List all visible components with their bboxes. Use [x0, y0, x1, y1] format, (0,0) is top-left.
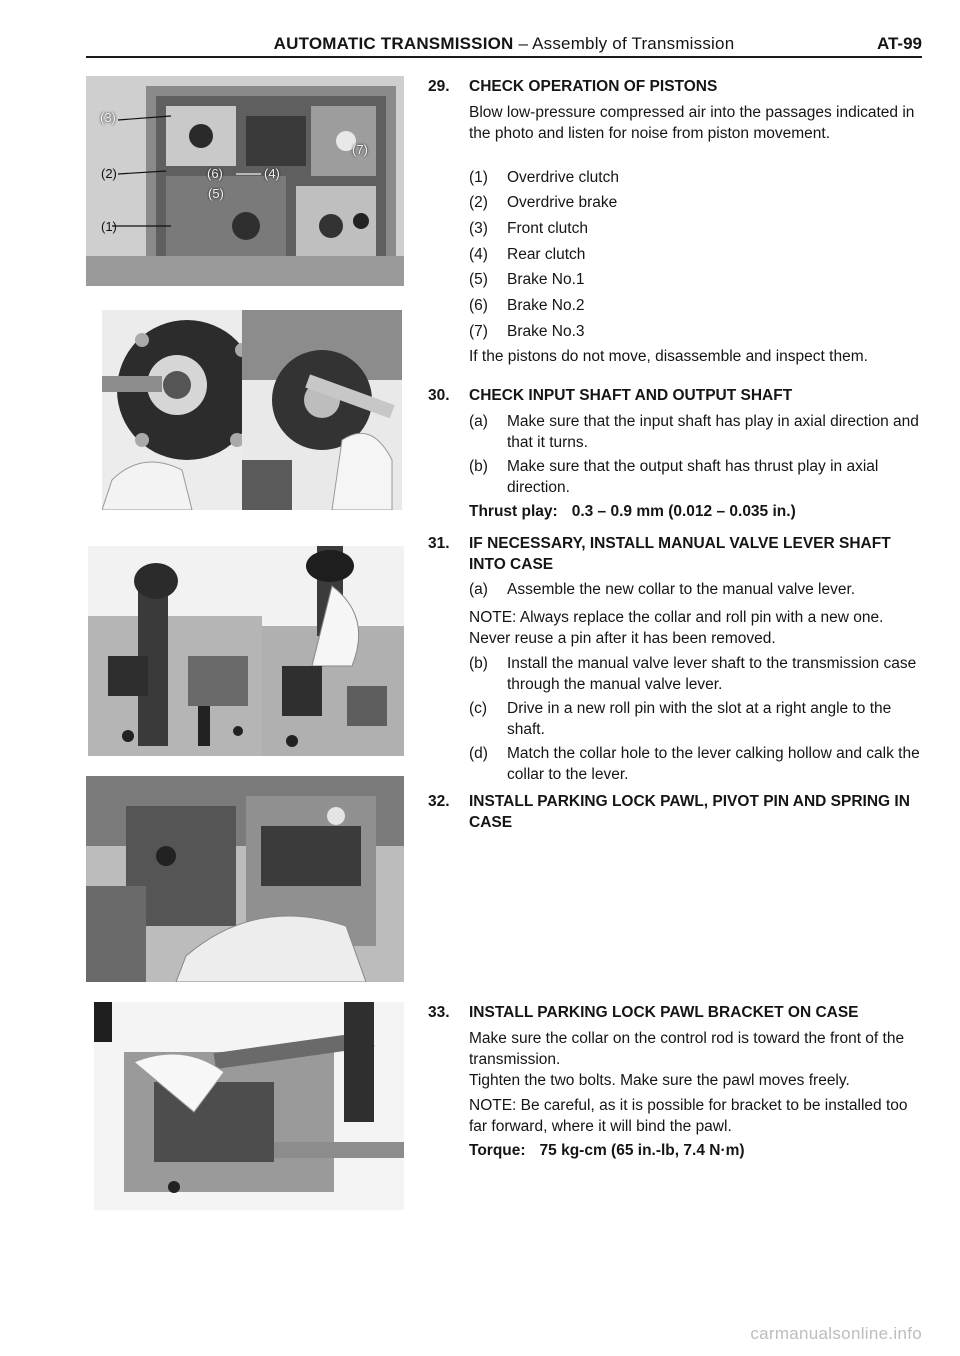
callout-1: (1) — [101, 219, 117, 234]
step-29-intro: Blow low-pressure compressed air into the passages indicated in the photo and listen for noise from piston movement. — [469, 104, 915, 142]
step-33-torque-spec: Torque: 75 kg-cm (65 in.-lb, 7.4 N·m) — [469, 1142, 745, 1159]
callout-2: (2) — [101, 166, 117, 181]
callout-6: (6) — [207, 166, 223, 181]
page-number: AT-99 — [876, 34, 922, 53]
step-30-thrust-play-spec: Thrust play: 0.3 – 0.9 mm (0.012 – 0.035 in.) — [469, 503, 796, 520]
photo-manual-valve-lever-left — [88, 546, 270, 756]
callout-4: (4) — [264, 166, 280, 181]
step-31-note: NOTE: Always replace the collar and roll pin with a new one. Never reuse a pin after it has been removed. — [469, 609, 884, 647]
callout-5: (5) — [208, 186, 224, 201]
photo-manual-valve-lever-right — [262, 546, 404, 756]
step-33-note: NOTE: Be careful, as it is possible for bracket to be installed too far forward, where it will bind the pawl. — [469, 1097, 908, 1135]
watermark-footer: carmanualsonline.info — [750, 1324, 922, 1343]
callout-3: (3) — [100, 110, 116, 125]
photo-piston-passages — [86, 76, 404, 286]
photo-output-shaft-check — [242, 310, 402, 510]
page-title: AUTOMATIC TRANSMISSION – Assembly of Transmission — [273, 34, 735, 53]
callout-7: (7) — [352, 142, 368, 157]
step-33-para-1: Make sure the collar on the control rod is toward the front of the transmission. — [469, 1030, 905, 1068]
step-29-outro: If the pistons do not move, disassemble and inspect them. — [469, 348, 868, 365]
instructions-column: 29. CHECK OPERATION OF PISTONS Blow low-pressure compressed air into the passages indicated in the photo and listen for noise from piston movement. (1) Overdrive clutch (2) Overdrive brake (3) Front clutch (4) Rear clutch (5) Brake No.1 (6) Brake No.2 (7) Brake No.3 If the pistons do not move, disassemble and inspect them. 30. CHECK INPUT SHAFT AND OUTPUT SHAFT (a) Make sure that the input shaft has play in axial direction and that it turns. (b) Make sure that the output shaft has thrust play in axial direction. Thrust play: 0.3 – 0.9 mm (0.012 – 0.035 in.) 31. IF NECESSARY, INSTALL MANUAL VALVE LEVER SHAFT INTO CASE (a) Assemble the new collar to the manual valve lever. NOTE: Always replace the collar and roll pin with a new one. Never reuse a pin after it has been removed. (b) Install the manual valve lever shaft to the transmission case through the manual valve lever. (c) Drive in a new roll pin with the slot at a right angle to the shaft. (d) Match the collar hole to the lever calking hollow and calk the collar to the lever. 32. INSTALL PARKING LOCK PAWL, PIVOT PIN AND SPRING IN CASE 33. INSTALL PARKING LOCK PAWL BRACKET ON CASE Make sure the collar on the control rod is toward the front of the transmission. Tighten the two bolts. Make sure the pawl moves freely. NOTE: Be careful, as it is possible for bracket to be installed too far forward, where it will bind the pawl. Torque: 75 kg-cm (65 in.-lb, 7.4 N·m) — [428, 76, 922, 1216]
photo-parking-lock-pawl — [86, 776, 404, 982]
page-header — [86, 32, 922, 58]
photo-parking-pawl-bracket — [94, 1002, 404, 1210]
step-33-para-2: Tighten the two bolts. Make sure the pawl moves freely. — [469, 1072, 850, 1089]
